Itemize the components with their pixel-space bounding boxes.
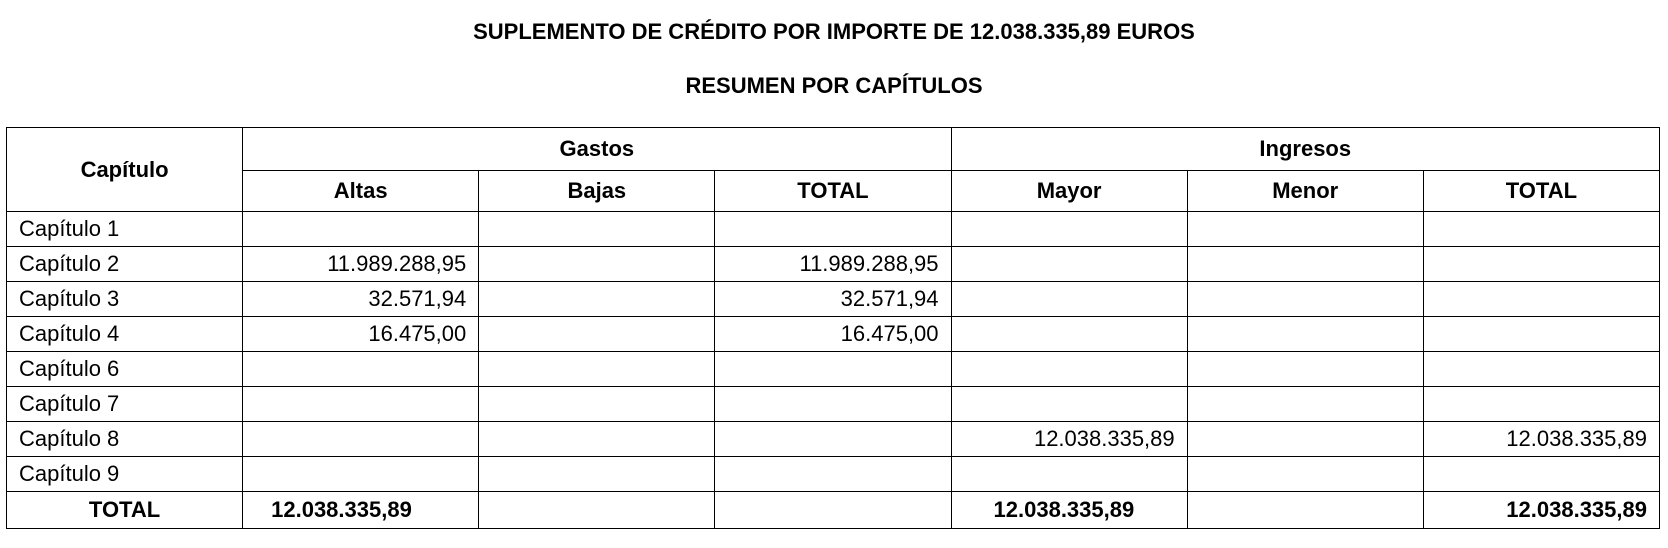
cell-menor [1187, 422, 1423, 457]
cell-altas: 11.989.288,95 [243, 247, 479, 282]
cell-gastos-total [715, 387, 951, 422]
cell-altas [243, 387, 479, 422]
header-ingresos: Ingresos [951, 128, 1659, 171]
cell-ingresos-total: 12.038.335,89 [1423, 422, 1659, 457]
cell-gastos-total [715, 422, 951, 457]
total-row [7, 492, 1660, 529]
row-label: Capítulo 6 [7, 352, 243, 387]
cell-gastos-total: 16.475,00 [715, 317, 951, 352]
cell-gastos-total [715, 457, 951, 492]
cell-mayor: 12.038.335,89 [951, 422, 1187, 457]
cell-ingresos-total [1423, 387, 1659, 422]
header-altas: Altas [243, 171, 479, 212]
row-label: Capítulo 2 [7, 247, 243, 282]
cell-ingresos-total [1423, 212, 1659, 247]
cell-altas: 32.571,94 [243, 282, 479, 317]
table-row [7, 457, 1660, 492]
total-bajas [479, 492, 715, 529]
cell-menor [1187, 387, 1423, 422]
budget-summary-table [6, 127, 1660, 529]
table-row [7, 352, 1660, 387]
header-bajas: Bajas [479, 171, 715, 212]
header-row-columns [7, 171, 1660, 212]
cell-bajas [479, 457, 715, 492]
cell-mayor [951, 457, 1187, 492]
row-label: Capítulo 4 [7, 317, 243, 352]
document-title: SUPLEMENTO DE CRÉDITO POR IMPORTE DE 12.038.335,89 EUROS [473, 19, 1195, 44]
table-row [7, 282, 1660, 317]
table-row [7, 317, 1660, 352]
header-gastos-total: TOTAL [715, 171, 951, 212]
cell-bajas [479, 387, 715, 422]
cell-altas [243, 422, 479, 457]
cell-menor [1187, 282, 1423, 317]
total-altas: 12.038.335,89 [243, 492, 479, 529]
header-capitulo: Capítulo [7, 128, 243, 212]
cell-bajas [479, 422, 715, 457]
total-mayor: 12.038.335,89 [951, 492, 1187, 529]
cell-mayor [951, 317, 1187, 352]
cell-mayor [951, 247, 1187, 282]
header-row-groups [7, 128, 1660, 171]
row-label: Capítulo 3 [7, 282, 243, 317]
cell-menor [1187, 352, 1423, 387]
header-ingresos-total: TOTAL [1423, 171, 1659, 212]
row-label: Capítulo 7 [7, 387, 243, 422]
cell-menor [1187, 457, 1423, 492]
cell-ingresos-total [1423, 352, 1659, 387]
cell-menor [1187, 247, 1423, 282]
cell-mayor [951, 212, 1187, 247]
cell-altas [243, 457, 479, 492]
table-row [7, 212, 1660, 247]
total-gastos-total [715, 492, 951, 529]
cell-ingresos-total [1423, 247, 1659, 282]
row-label: Capítulo 9 [7, 457, 243, 492]
total-ingresos-total: 12.038.335,89 [1423, 492, 1659, 529]
total-menor [1187, 492, 1423, 529]
cell-bajas [479, 317, 715, 352]
row-label: Capítulo 1 [7, 212, 243, 247]
total-label: TOTAL [7, 492, 243, 529]
table-row [7, 422, 1660, 457]
cell-gastos-total [715, 352, 951, 387]
cell-mayor [951, 387, 1187, 422]
cell-bajas [479, 352, 715, 387]
cell-altas: 16.475,00 [243, 317, 479, 352]
cell-gastos-total [715, 212, 951, 247]
cell-mayor [951, 352, 1187, 387]
cell-menor [1187, 317, 1423, 352]
cell-altas [243, 212, 479, 247]
cell-bajas [479, 282, 715, 317]
table-row [7, 387, 1660, 422]
document-subtitle: RESUMEN POR CAPÍTULOS [685, 73, 983, 98]
cell-mayor [951, 282, 1187, 317]
header-gastos: Gastos [243, 128, 951, 171]
header-mayor: Mayor [951, 171, 1187, 212]
cell-ingresos-total [1423, 317, 1659, 352]
cell-altas [243, 352, 479, 387]
cell-bajas [479, 212, 715, 247]
cell-gastos-total: 32.571,94 [715, 282, 951, 317]
table-row [7, 247, 1660, 282]
cell-menor [1187, 212, 1423, 247]
cell-ingresos-total [1423, 282, 1659, 317]
cell-bajas [479, 247, 715, 282]
header-menor: Menor [1187, 171, 1423, 212]
row-label: Capítulo 8 [7, 422, 243, 457]
cell-ingresos-total [1423, 457, 1659, 492]
cell-gastos-total: 11.989.288,95 [715, 247, 951, 282]
